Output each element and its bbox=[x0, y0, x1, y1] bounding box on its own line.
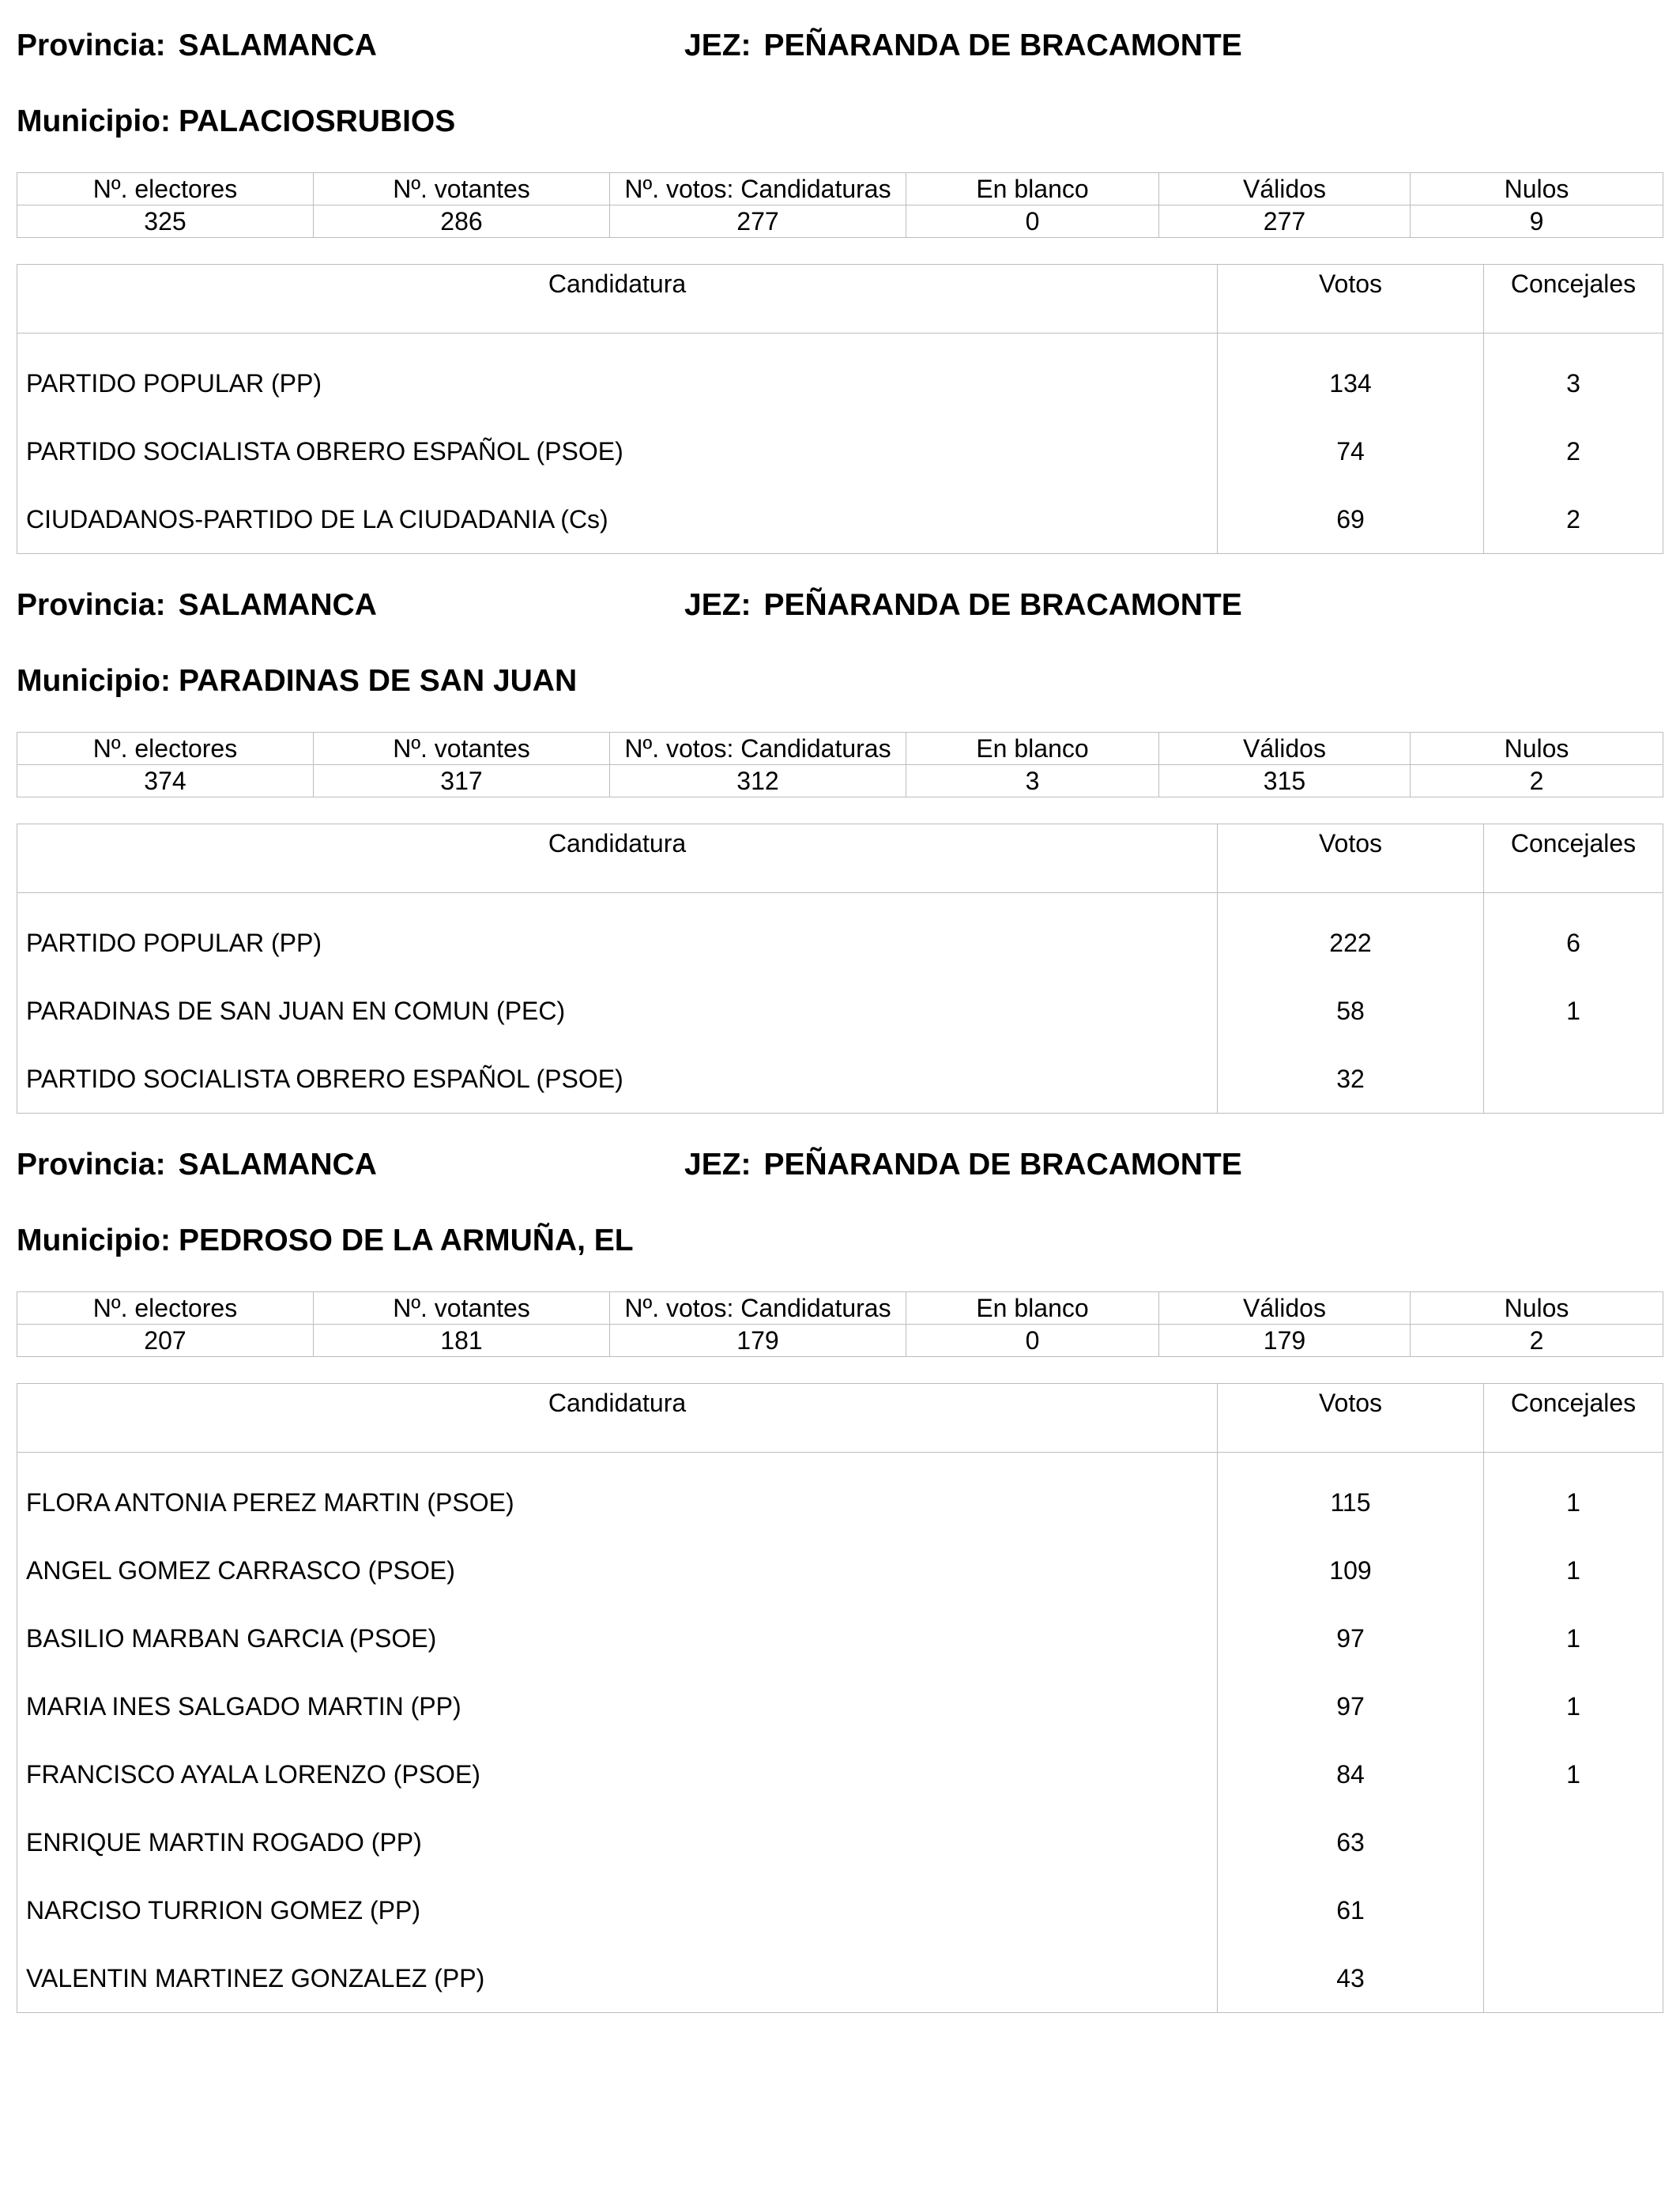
candidate-name: MARIA INES SALGADO MARTIN (PP) bbox=[17, 1672, 1218, 1740]
stat-en-blanco: 0 bbox=[906, 1325, 1159, 1357]
candidate-row bbox=[17, 893, 1663, 978]
provincia-label: Provincia: bbox=[17, 28, 166, 62]
provincia-header bbox=[17, 590, 377, 620]
header-concejales: Concejales bbox=[1484, 824, 1663, 893]
stat-header-en-blanco: En blanco bbox=[906, 1292, 1159, 1325]
stat-validos: 179 bbox=[1159, 1325, 1411, 1357]
provincia-value: SALAMANCA bbox=[178, 28, 377, 62]
stat-electores: 325 bbox=[17, 205, 314, 238]
stat-votos-candidaturas: 179 bbox=[610, 1325, 906, 1357]
stat-electores: 374 bbox=[17, 765, 314, 797]
candidate-row bbox=[17, 1672, 1663, 1740]
stat-nulos: 2 bbox=[1411, 765, 1663, 797]
candidate-concejales: 1 bbox=[1484, 1536, 1663, 1604]
stat-nulos: 9 bbox=[1411, 205, 1663, 238]
provincia-label: Provincia: bbox=[17, 588, 166, 622]
candidate-row bbox=[17, 1740, 1663, 1808]
candidate-votos: 69 bbox=[1218, 485, 1484, 554]
candidatura-table bbox=[17, 1383, 1663, 2013]
candidate-row bbox=[17, 1944, 1663, 2013]
candidate-name: PARTIDO SOCIALISTA OBRERO ESPAÑOL (PSOE) bbox=[17, 1045, 1218, 1114]
stats-header-row bbox=[17, 173, 1663, 205]
stat-header-electores: Nº. electores bbox=[17, 733, 314, 765]
stats-header-row bbox=[17, 733, 1663, 765]
candidatura-table bbox=[17, 824, 1663, 1114]
stat-header-votantes: Nº. votantes bbox=[314, 173, 610, 205]
candidate-concejales: 2 bbox=[1484, 485, 1663, 554]
candidate-votos: 43 bbox=[1218, 1944, 1484, 2013]
candidatura-header-row bbox=[17, 265, 1663, 334]
candidate-concejales: 1 bbox=[1484, 1453, 1663, 1537]
header-candidatura: Candidatura bbox=[17, 1384, 1218, 1453]
candidate-concejales bbox=[1484, 1045, 1663, 1114]
candidate-row bbox=[17, 334, 1663, 418]
stat-nulos: 2 bbox=[1411, 1325, 1663, 1357]
jez-value: PEÑARANDA DE BRACAMONTE bbox=[763, 1148, 1242, 1182]
candidate-name: PARTIDO POPULAR (PP) bbox=[17, 334, 1218, 418]
candidate-votos: 115 bbox=[1218, 1453, 1484, 1537]
provincia-value: SALAMANCA bbox=[178, 1148, 377, 1182]
candidate-votos: 32 bbox=[1218, 1045, 1484, 1114]
stat-header-votantes: Nº. votantes bbox=[314, 1292, 610, 1325]
candidate-concejales bbox=[1484, 1876, 1663, 1944]
stat-validos: 315 bbox=[1159, 765, 1411, 797]
candidate-row bbox=[17, 417, 1663, 485]
candidate-name: FRANCISCO AYALA LORENZO (PSOE) bbox=[17, 1740, 1218, 1808]
provincia-header bbox=[17, 30, 377, 61]
candidate-name: FLORA ANTONIA PEREZ MARTIN (PSOE) bbox=[17, 1453, 1218, 1537]
jez-label: JEZ: bbox=[684, 28, 751, 62]
header-concejales: Concejales bbox=[1484, 1384, 1663, 1453]
municipio-header bbox=[17, 1225, 634, 1256]
candidate-row bbox=[17, 1536, 1663, 1604]
stats-table bbox=[17, 732, 1663, 797]
candidate-concejales bbox=[1484, 1944, 1663, 2013]
candidate-concejales: 1 bbox=[1484, 1672, 1663, 1740]
stats-value-row bbox=[17, 1325, 1663, 1357]
candidate-concejales bbox=[1484, 1808, 1663, 1876]
stat-header-votantes: Nº. votantes bbox=[314, 733, 610, 765]
stats-table bbox=[17, 1291, 1663, 1357]
candidate-votos: 84 bbox=[1218, 1740, 1484, 1808]
candidate-name: BASILIO MARBAN GARCIA (PSOE) bbox=[17, 1604, 1218, 1672]
municipio-value: PARADINAS DE SAN JUAN bbox=[178, 664, 578, 698]
municipio-label: Municipio: bbox=[17, 1223, 171, 1257]
municipio-header bbox=[17, 665, 577, 696]
municipio-value: PALACIOSRUBIOS bbox=[178, 104, 456, 138]
jez-value: PEÑARANDA DE BRACAMONTE bbox=[763, 28, 1242, 62]
stats-header-row bbox=[17, 1292, 1663, 1325]
stat-header-nulos: Nulos bbox=[1411, 733, 1663, 765]
header-votos: Votos bbox=[1218, 1384, 1484, 1453]
stat-votos-candidaturas: 277 bbox=[610, 205, 906, 238]
candidate-row bbox=[17, 977, 1663, 1045]
stats-table bbox=[17, 172, 1663, 238]
candidatura-header-row bbox=[17, 824, 1663, 893]
stat-votantes: 286 bbox=[314, 205, 610, 238]
candidate-name: ANGEL GOMEZ CARRASCO (PSOE) bbox=[17, 1536, 1218, 1604]
municipio-value: PEDROSO DE LA ARMUÑA, EL bbox=[178, 1223, 634, 1257]
candidate-votos: 58 bbox=[1218, 977, 1484, 1045]
provincia-header bbox=[17, 1149, 377, 1180]
jez-header bbox=[684, 590, 1242, 620]
candidate-concejales: 1 bbox=[1484, 977, 1663, 1045]
candidate-concejales: 2 bbox=[1484, 417, 1663, 485]
stat-header-nulos: Nulos bbox=[1411, 1292, 1663, 1325]
stats-value-row bbox=[17, 765, 1663, 797]
provincia-label: Provincia: bbox=[17, 1148, 166, 1182]
jez-label: JEZ: bbox=[684, 588, 751, 622]
stat-votos-candidaturas: 312 bbox=[610, 765, 906, 797]
header-votos: Votos bbox=[1218, 265, 1484, 334]
candidate-row bbox=[17, 1808, 1663, 1876]
stat-header-votos-candidaturas: Nº. votos: Candidaturas bbox=[610, 1292, 906, 1325]
candidate-name: PARTIDO POPULAR (PP) bbox=[17, 893, 1218, 978]
stat-en-blanco: 3 bbox=[906, 765, 1159, 797]
candidate-votos: 134 bbox=[1218, 334, 1484, 418]
candidate-row bbox=[17, 1604, 1663, 1672]
candidate-name: ENRIQUE MARTIN ROGADO (PP) bbox=[17, 1808, 1218, 1876]
candidate-concejales: 1 bbox=[1484, 1604, 1663, 1672]
stat-header-electores: Nº. electores bbox=[17, 173, 314, 205]
candidate-concejales: 1 bbox=[1484, 1740, 1663, 1808]
candidate-name: VALENTIN MARTINEZ GONZALEZ (PP) bbox=[17, 1944, 1218, 2013]
municipio-label: Municipio: bbox=[17, 104, 171, 138]
stat-header-en-blanco: En blanco bbox=[906, 733, 1159, 765]
header-candidatura: Candidatura bbox=[17, 824, 1218, 893]
candidate-concejales: 3 bbox=[1484, 334, 1663, 418]
stat-header-votos-candidaturas: Nº. votos: Candidaturas bbox=[610, 733, 906, 765]
candidate-name: PARTIDO SOCIALISTA OBRERO ESPAÑOL (PSOE) bbox=[17, 417, 1218, 485]
candidate-name: NARCISO TURRION GOMEZ (PP) bbox=[17, 1876, 1218, 1944]
candidate-concejales: 6 bbox=[1484, 893, 1663, 978]
candidate-name: PARADINAS DE SAN JUAN EN COMUN (PEC) bbox=[17, 977, 1218, 1045]
jez-header bbox=[684, 30, 1242, 61]
provincia-value: SALAMANCA bbox=[178, 588, 377, 622]
stat-votantes: 317 bbox=[314, 765, 610, 797]
stat-header-validos: Válidos bbox=[1159, 1292, 1411, 1325]
candidate-votos: 97 bbox=[1218, 1672, 1484, 1740]
candidate-votos: 74 bbox=[1218, 417, 1484, 485]
header-candidatura: Candidatura bbox=[17, 265, 1218, 334]
jez-header bbox=[684, 1149, 1242, 1180]
candidatura-table bbox=[17, 264, 1663, 554]
stat-en-blanco: 0 bbox=[906, 205, 1159, 238]
stat-validos: 277 bbox=[1159, 205, 1411, 238]
candidate-row bbox=[17, 485, 1663, 554]
stat-votantes: 181 bbox=[314, 1325, 610, 1357]
stat-header-en-blanco: En blanco bbox=[906, 173, 1159, 205]
municipio-label: Municipio: bbox=[17, 664, 171, 698]
candidate-row bbox=[17, 1453, 1663, 1537]
jez-value: PEÑARANDA DE BRACAMONTE bbox=[763, 588, 1242, 622]
candidate-votos: 109 bbox=[1218, 1536, 1484, 1604]
candidate-row bbox=[17, 1876, 1663, 1944]
candidate-votos: 63 bbox=[1218, 1808, 1484, 1876]
stat-header-votos-candidaturas: Nº. votos: Candidaturas bbox=[610, 173, 906, 205]
stat-header-validos: Válidos bbox=[1159, 733, 1411, 765]
candidate-votos: 222 bbox=[1218, 893, 1484, 978]
stats-value-row bbox=[17, 205, 1663, 238]
candidatura-header-row bbox=[17, 1384, 1663, 1453]
candidate-votos: 61 bbox=[1218, 1876, 1484, 1944]
municipio-header bbox=[17, 106, 455, 137]
stat-electores: 207 bbox=[17, 1325, 314, 1357]
header-concejales: Concejales bbox=[1484, 265, 1663, 334]
stat-header-electores: Nº. electores bbox=[17, 1292, 314, 1325]
stat-header-nulos: Nulos bbox=[1411, 173, 1663, 205]
stat-header-validos: Válidos bbox=[1159, 173, 1411, 205]
candidate-row bbox=[17, 1045, 1663, 1114]
header-votos: Votos bbox=[1218, 824, 1484, 893]
candidate-votos: 97 bbox=[1218, 1604, 1484, 1672]
candidate-name: CIUDADANOS-PARTIDO DE LA CIUDADANIA (Cs) bbox=[17, 485, 1218, 554]
jez-label: JEZ: bbox=[684, 1148, 751, 1182]
